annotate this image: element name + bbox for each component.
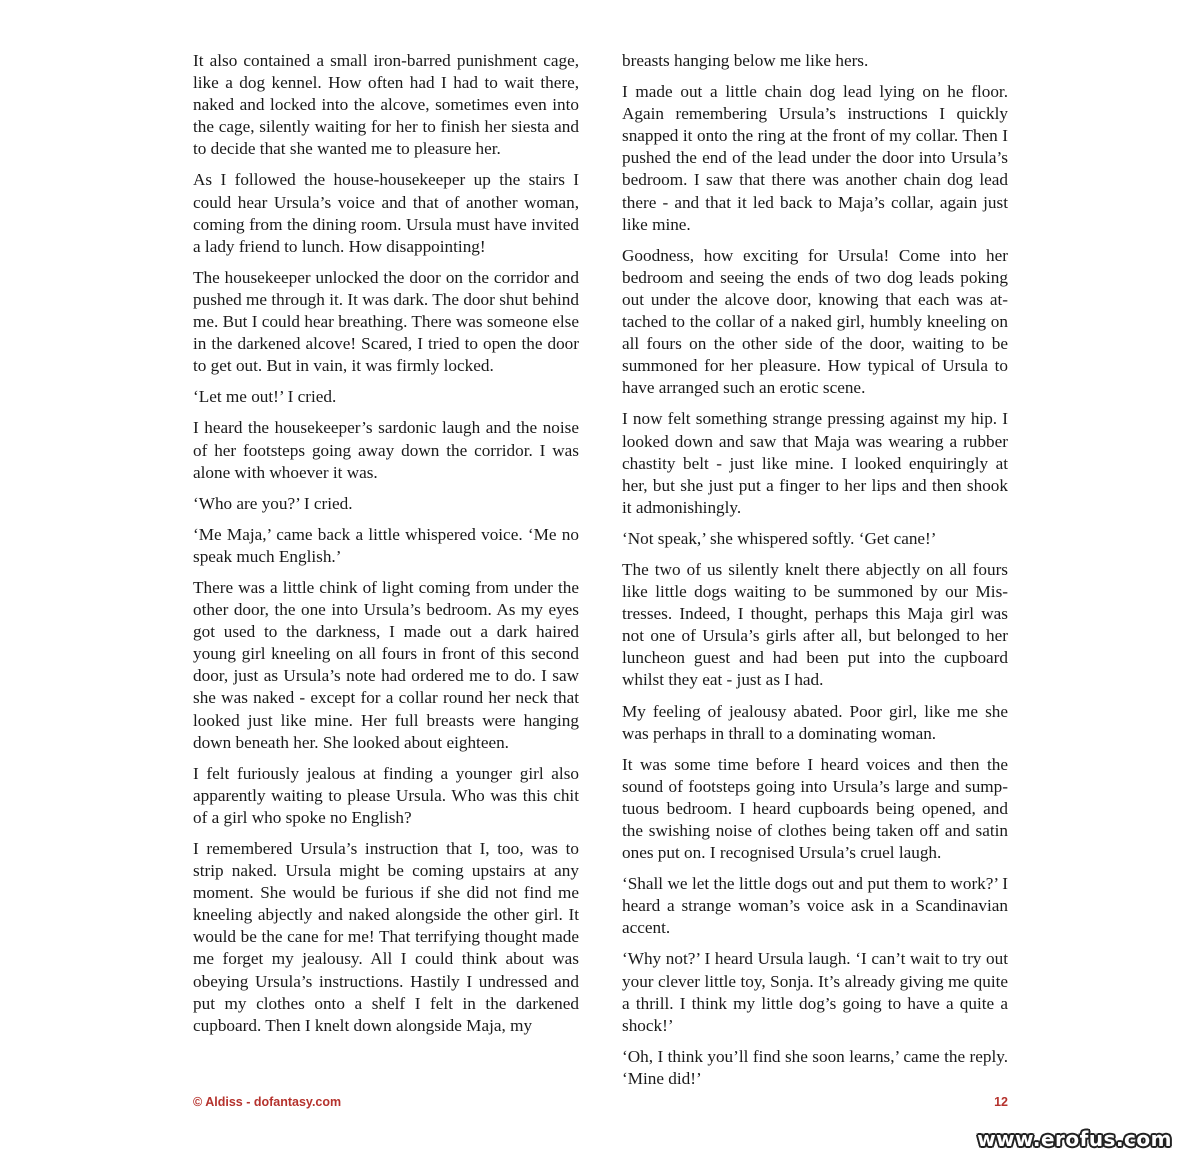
paragraph: It was some time before I heard voices and then the sound of footsteps going into Ursula’s large and sumptuous bedroom. I heard cupboards being opened, and the swishing noise of clothes being taken off and satin ones put on. I recognised Ursula’s cruel laugh. [622,754,1008,863]
paragraph: ‘Let me out!’ I cried. [193,387,337,407]
paragraph: I remembered Ursula’s instruction that I, too, was to strip naked. Ursula might be coming upstairs at any moment. She would be furious if she did not find me kneeling abjectly and naked alongside the other girl. It would be the cane for me! That terrifying thought made me forget my jealousy. All I could think about was obeying Ursula’s instructions. Hastily I undressed and put my clothes onto a shelf I felt in the darkened cupboard. Then I knelt down alongside Maja, my [193,839,579,1035]
paragraph: As I followed the house-housekeeper up the stairs I could hear Ursula’s voice and that of another woman, coming from the dining room. Ursula must have invited a lady friend to lunch. How disappointing! [193,170,579,256]
paragraph: ‘Not speak,’ she whispered softly. ‘Get cane!’ [622,528,937,548]
page-number: 12 [994,1095,1008,1109]
paragraph: Goodness, how exciting for Ursula! Come into her bedroom and seeing the ends of two dog leads poking out under the alcove door, knowing that each was attached to the collar of a naked girl, humbly kneeling on all fours on the other side of the door, waiting to be summoned for her pleasure. How typical of Ursula to have arranged such an erotic scene. [622,245,1008,398]
paragraph: ‘Me Maja,’ came back a little whispered voice. ‘Me no speak much English.’ [193,524,579,566]
paragraph: There was a little chink of light coming from under the other door, the one into Ursula’s bedroom. As my eyes got used to the darkness, I made out a dark haired young girl kneeling on all fours in front of this second door, just as Ursula’s note had ordered me to do. I saw she was naked - except for a collar round her neck that looked just like mine. Her full breasts were hanging down beneath her. She looked about eighteen. [193,577,579,752]
footer-credit: © Aldiss - dofantasy.com [193,1095,342,1109]
paragraph: The housekeeper unlocked the door on the corridor and pushed me through it. It was dark. The door shut behind me. But I could hear breathing. There was someone else in the darkened alcove! Scared, I tried to open the door to get out. But in vain, it was firmly locked. [193,267,579,376]
paragraph: ‘Shall we let the little dogs out and put them to work?’ I heard a strange woman’s voice ask in a Scandinavian accent. [622,874,1008,938]
paragraph: It also contained a small iron-barred punishment cage, like a dog kennel. How often had I had to wait there, naked and locked into the alcove, sometimes even into the cage, silently waiting for her to finish her siesta and to decide that she wanted me to pleasure her. [193,51,579,159]
paragraph: The two of us silently knelt there abjectly on all fours like little dogs waiting to be summoned by our Mistresses. Indeed, I thought, perhaps this Maja girl was not one of Ursula’s girls after all, but belonged to her luncheon guest and had been put into the cupboard whilst they eat - just as I had. [622,559,1008,690]
paragraph: ‘Oh, I think you’ll find she soon learns,’ came the reply. ‘Mine did!’ [622,1046,1008,1088]
paragraph: I made out a little chain dog lead lying on he floor. Again remembering Ursula’s instructions I quickly snapped it onto the ring at the front of my collar. Then I pushed the end of the lead under the door into Ursula’s bedroom. I saw that there was another chain dog lead there - and that it led back to Maja’s collar, again just like mine. [622,82,1008,234]
right-text-column [622,50,1008,1099]
paragraph: I now felt something strange pressing against my hip. I looked down and saw that Maja was wearing a rubber chastity belt - just like mine. I looked enquiringly at her, but she just put a finger to her lips and then shook it admonishingly. [622,409,1008,517]
left-text-column [193,50,579,1046]
paragraph: ‘Why not?’ I heard Ursula laugh. ‘I can’t wait to try out your clever little toy, Sonja. It’s already giving me quite a thrill. I think my little dog’s going to have a quite a shock!’ [622,949,1008,1035]
site-watermark: www.erofus.com [977,1127,1172,1151]
paragraph: My feeling of jealousy abated. Poor girl, like me she was perhaps in thrall to a dominating woman. [622,701,1008,743]
paragraph: I felt furiously jealous at finding a younger girl also apparently waiting to please Ursula. Who was this chit of a girl who spoke no English? [193,763,579,827]
paragraph: breasts hanging below me like hers. [622,51,869,70]
paragraph: I heard the housekeeper’s sardonic laugh and the noise of her footsteps going away down the corridor. I was alone with whoever it was. [193,418,579,482]
paragraph: ‘Who are you?’ I cried. [193,493,353,513]
